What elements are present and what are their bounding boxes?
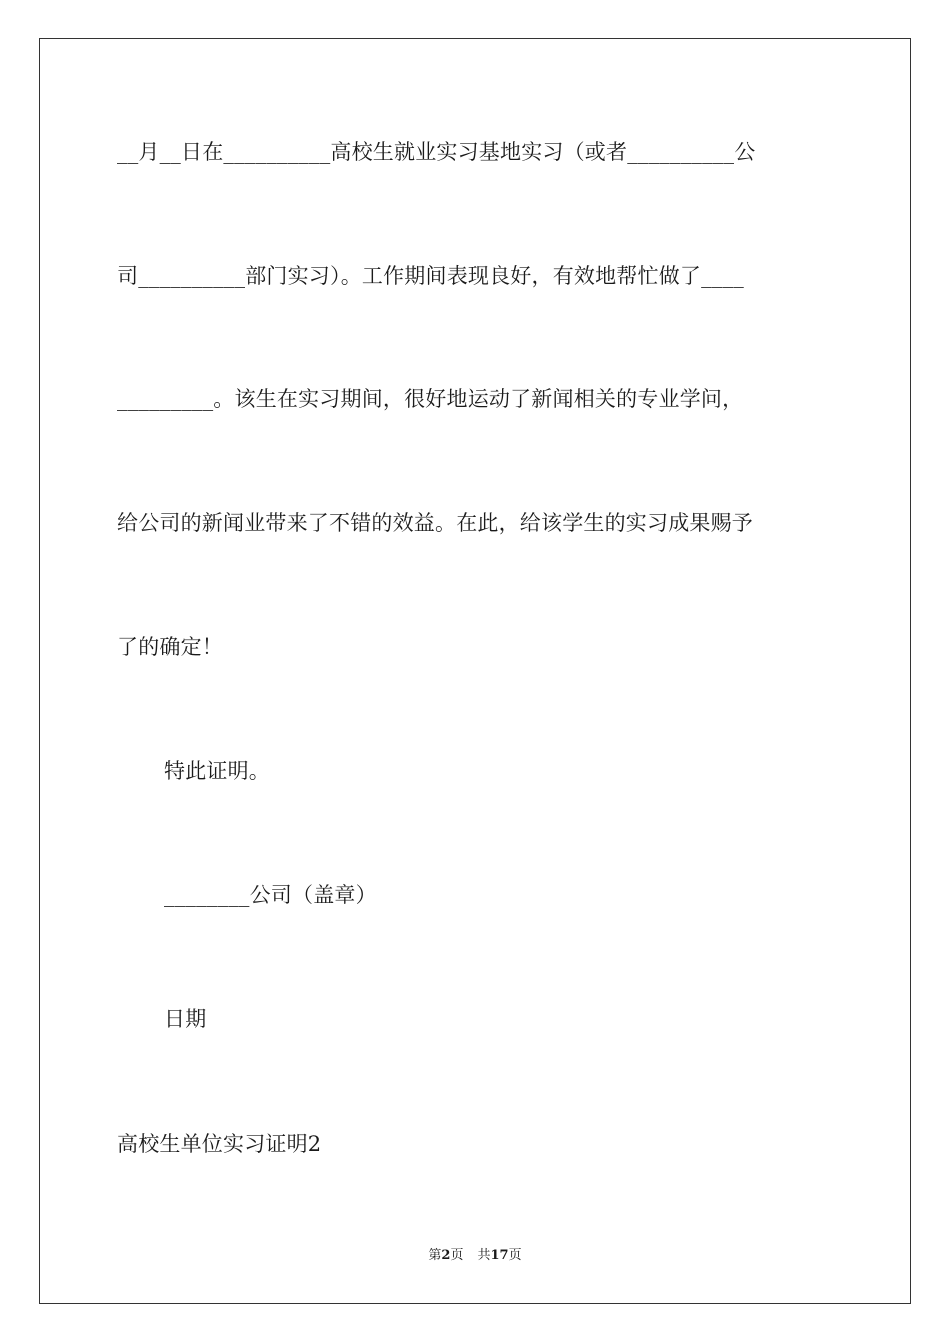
company-seal-line: ________公司（盖章） [164,883,377,907]
date-label: 日期 [164,1007,207,1031]
page-footer [0,1247,950,1265]
footer-page-number: 2 [441,1248,451,1263]
body-line-5: 了的确定！ [117,635,223,659]
footer-page-suffix: 页 [450,1248,464,1263]
body-line-1: __月__日在__________高校生就业实习基地实习（或者__________公 [117,140,756,164]
footer-total-suffix: 页 [508,1248,522,1263]
footer-total-prefix: 共 [477,1248,491,1263]
section-title: 高校生单位实习证明2 [117,1132,322,1156]
footer-total-pages: 17 [490,1248,509,1263]
body-line-4: 给公司的新闻业带来了不错的效益。在此，给该学生的实习成果赐予 [117,511,753,535]
footer-page-prefix: 第 [428,1248,442,1263]
body-line-2: 司__________部门实习）。工作期间表现良好，有效地帮忙做了____ [117,264,744,288]
closing-text: 特此证明。 [164,759,270,783]
body-line-3: _________。该生在实习期间，很好地运动了新闻相关的专业学问， [117,387,744,411]
page-border [39,38,911,1304]
